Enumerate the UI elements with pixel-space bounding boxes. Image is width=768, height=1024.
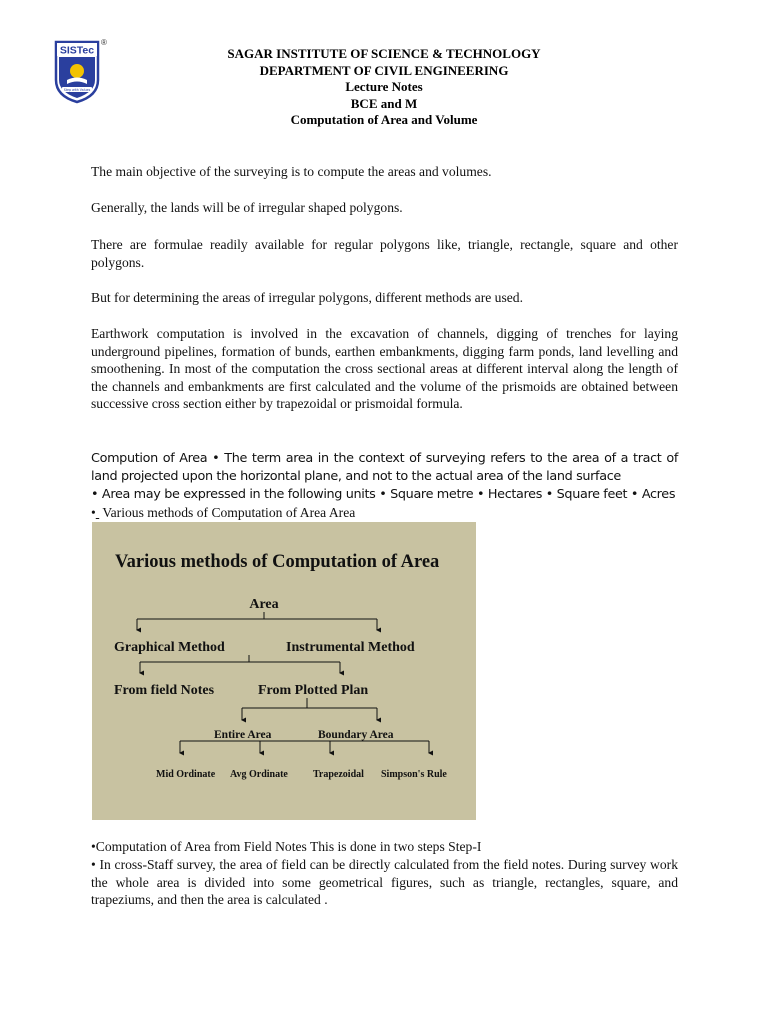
department-name: DEPARTMENT OF CIVIL ENGINEERING [259,62,509,78]
node-from-plotted-plan: From Plotted Plan [258,683,369,698]
node-simpsons-rule: Simpson's Rule [381,769,447,780]
node-entire-area: Entire Area [214,729,272,741]
methods-heading-text: Various methods of Computation of Area Area [99,505,356,520]
paragraph-area-units: • Area may be expressed in the following units • Square metre • Hectares • Square feet • Acres [91,487,676,502]
connector-level1 [137,612,377,630]
logo-motto: Step with Values [63,88,91,92]
paragraph-earthwork: Earthwork computation is involved in the excavation of channels, digging of trenches for laying underground pipelines, formation of bunds, earthen embankments, digging farm ponds, land levelling and smoothening. In most of the computation the cross sectional areas at different interval along the length of the channels and embankments are first calculated and the volume of the prismoids are obtained between successive cross section either by trapezoidal or prismoidal formula. [91,326,678,412]
diagram-title: Various methods of Computation of Area [115,552,440,572]
node-boundary-area: Boundary Area [318,729,394,741]
connector-level4 [180,741,429,753]
logo-text: SISTec [59,44,95,57]
logo-shield-icon [54,40,100,104]
paragraph-field-notes: •Computation of Area from Field Notes This is done in two steps Step-I [91,839,482,854]
methods-tree-svg [92,522,476,820]
methods-diagram [92,522,476,820]
topic-title: Computation of Area and Volume [290,112,478,127]
institute-name: SAGAR INSTITUTE OF SCIENCE & TECHNOLOGY [227,46,541,61]
doc-type: Lecture Notes [345,79,423,94]
node-from-field-notes: From field Notes [114,683,215,698]
bullet: • [91,505,96,520]
node-area: Area [249,597,279,612]
node-trapezoidal: Trapezoidal [313,769,364,780]
course-name: BCE and M [350,95,418,111]
paragraph-area-definition: Compution of Area • The term area in the context of surveying refers to the area of a tract of land projected upon the horizontal plane, and not to the actual area of the land surface [91,451,678,484]
connector-level2 [140,655,340,673]
paragraph-formulae: There are formulae readily available for regular polygons like, triangle, rectangle, square and other polygons. [91,237,678,270]
document-header [150,46,618,129]
node-mid-ordinate: Mid Ordinate [156,769,216,780]
paragraph-methods-heading [91,504,678,522]
node-instrumental-method: Instrumental Method [286,640,415,655]
connector-level3 [242,698,377,720]
paragraph-cross-staff: • In cross-Staff survey, the area of field can be directly calculated from the field notes. During survey work the whole area is divided into some geometrical figures, such as triangle, rectangles, square, and trapeziums, and then the area is calculated . [91,857,678,908]
paragraph-methods: But for determining the areas of irregular polygons, different methods are used. [91,290,523,305]
institute-logo [54,40,100,104]
registered-mark: ® [101,38,107,47]
paragraph-objective: The main objective of the surveying is to compute the areas and volumes. [91,164,492,179]
node-graphical-method: Graphical Method [114,640,225,655]
node-avg-ordinate: Avg Ordinate [230,769,288,780]
paragraph-irregular: Generally, the lands will be of irregular shaped polygons. [91,200,403,215]
